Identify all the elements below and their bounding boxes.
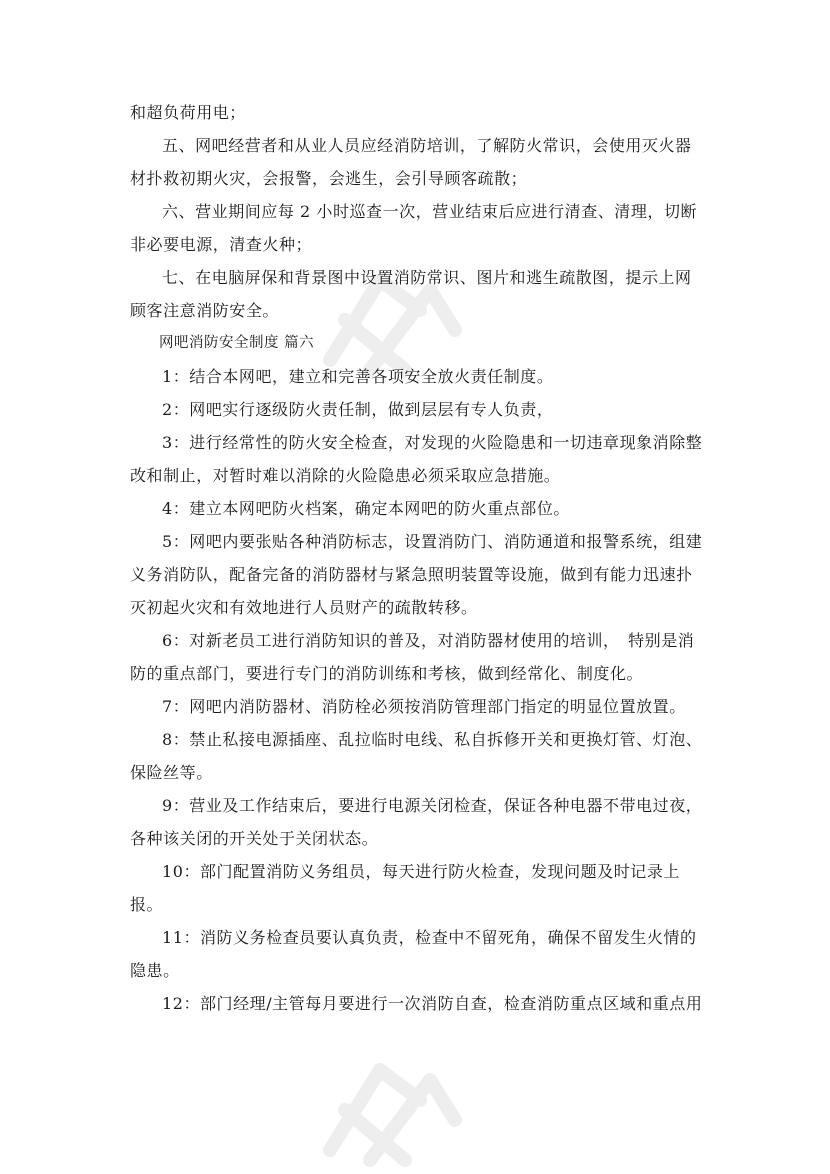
paragraph-item-7: 七、在电脑屏保和背景图中设置消防常识、图片和逃生疏散图，提示上网顾客注意消防安全。 — [130, 268, 692, 320]
section-title: 网吧消防安全制度 篇六 — [159, 335, 315, 351]
rule-item-8: 8：禁止私接电源插座、乱拉临时电线、私自拆修开关和更换灯管、灯泡、保险丝等。 — [130, 730, 703, 782]
rule-item-12: 12：部门经理/主管每月要进行一次消防自查，检查消防重点区域和重点用 — [162, 994, 703, 1013]
rule-item-11: 11：消防义务检查员要认真负责，检查中不留死角，确保不留发生火情的隐患。 — [130, 928, 697, 980]
paragraph-item-6: 六、营业期间应每 2 小时巡查一次，营业结束后应进行清查、清理，切断非必要电源，清查火种； — [130, 202, 698, 254]
rule-item-10: 10：部门配置消防义务组员，每天进行防火检查，发现问题及时记录上报。 — [130, 862, 680, 914]
rule-item-5: 5：网吧内要张贴各种消防标志，设置消防门、消防通道和报警系统，组建义务消防队，配备完备的消防器材与紧急照明装置等设施，做到有能力迅速扑灭初起火灾和有效地进行人员财产的疏散转移。 — [130, 532, 703, 617]
rule-item-6: 6：对新老员工进行消防知识的普及，对消防器材使用的培训， 特别是消防的重点部门，要进行专门的消防训练和考核，做到经常化、制度化。 — [130, 631, 695, 683]
rule-item-3: 3：进行经常性的防火安全检查，对发现的火险隐患和一切违章现象消除整改和制止，对暂时难以消除的火险隐患必须采取应急措施。 — [130, 433, 703, 485]
rule-item-1: 1：结合本网吧，建立和完善各项安全放火责任制度。 — [162, 367, 554, 386]
rule-item-2: 2：网吧实行逐级防火责任制，做到层层有专人负责， — [162, 400, 554, 419]
paragraph-continuation: 和超负荷用电； — [130, 103, 246, 122]
watermark-logo-icon — [310, 1040, 470, 1174]
paragraph-item-5: 五、网吧经营者和从业人员应经消防培训，了解防火常识，会使用灭火器材扑救初期火灾，会报警，会逃生，会引导顾客疏散； — [130, 136, 692, 188]
rule-item-7: 7：网吧内消防器材、消防栓必须按消防管理部门指定的明显位置放置。 — [162, 697, 686, 716]
document-body — [130, 96, 704, 1020]
rule-item-4: 4：建立本网吧防火档案，确定本网吧的防火重点部位。 — [162, 499, 570, 518]
rule-item-9: 9：营业及工作结束后，要进行电源关闭检查，保证各种电器不带电过夜，各种该关闭的开关处于关闭状态。 — [130, 796, 703, 848]
